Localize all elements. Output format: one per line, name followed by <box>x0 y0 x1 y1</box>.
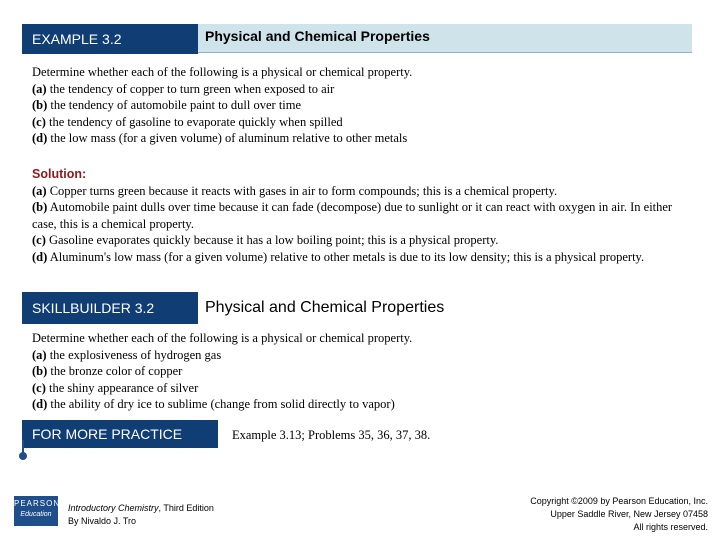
example-tag: EXAMPLE 3.2 <box>22 24 198 54</box>
example-item: (a) the tendency of copper to turn green when exposed to air <box>32 81 335 96</box>
pearson-logo: PEARSON Education <box>14 496 58 526</box>
skillbuilder-item: (c) the shiny appearance of silver <box>32 380 199 395</box>
solution-item: (c) Gasoline evaporates quickly because it has a low boiling point; this is a physical property. <box>32 233 499 247</box>
example-title: Physical and Chemical Properties <box>205 28 430 44</box>
book-title: Introductory Chemistry <box>68 503 159 513</box>
example-item: (d) the low mass (for a given volume) of aluminum relative to other metals <box>32 131 408 145</box>
copyright-notice: Copyright ©2009 by Pearson Education, Inc. Upper Saddle River, New Jersey 07458 All rights reserved. <box>530 496 708 532</box>
example-item: (c) the tendency of gasoline to evaporate quickly when spilled <box>32 114 343 129</box>
book-credit <box>68 502 214 528</box>
example-problem <box>32 64 692 147</box>
practice-text: Example 3.13; Problems 35, 36, 37, 38. <box>232 428 431 442</box>
skillbuilder-item: (d) the ability of dry ice to sublime (change from solid directly to vapor) <box>32 397 395 411</box>
skillbuilder-intro: Determine whether each of the following is a physical or chemical property. <box>32 331 413 345</box>
example-item: (b) the tendency of automobile paint to dull over time <box>32 98 302 112</box>
solution-section <box>32 166 684 265</box>
skillbuilder-tag: SKILLBUILDER 3.2 <box>22 292 198 324</box>
book-author: By Nivaldo J. Tro <box>68 516 137 526</box>
skillbuilder-item: (a) the explosiveness of hydrogen gas <box>32 347 222 362</box>
decorative-dot <box>19 452 27 460</box>
skillbuilder-title: Physical and Chemical Properties <box>205 299 445 316</box>
solution-item: (b) Automobile paint dulls over time because it can fade (decompose) due to sunlight or it can react with oxygen in air. In either case, this is a chemical property. <box>32 200 673 231</box>
solution-item: (d) Aluminum's low mass (for a given volume) relative to other metals is due to its low density; this is a physical property. <box>32 249 645 264</box>
skillbuilder-problem <box>32 330 692 413</box>
solution-item: (a) Copper turns green because it reacts with gases in air to form compounds; this is a chemical property. <box>32 183 558 198</box>
practice-tag: FOR MORE PRACTICE <box>22 420 218 448</box>
book-edition: , Third Edition <box>158 503 214 513</box>
skillbuilder-item: (b) the bronze color of copper <box>32 364 183 378</box>
example-intro: Determine whether each of the following is a physical or chemical property. <box>32 65 413 79</box>
solution-label: Solution: <box>32 167 87 181</box>
